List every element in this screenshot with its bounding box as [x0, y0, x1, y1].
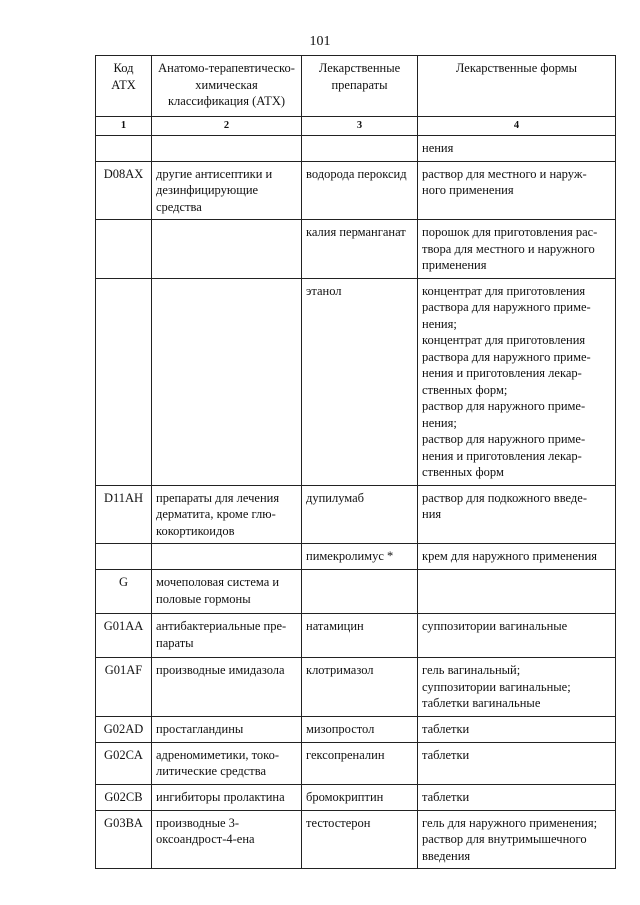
drug-cell-text: клотримазол — [306, 663, 374, 677]
atc-code-cell-text: D11AH — [103, 490, 144, 505]
page-number: 101 — [309, 34, 331, 49]
form-cell-text: порошок для приготовления рас- твора для местного и наружного применения — [422, 225, 598, 272]
header-drugs: Лекарственные препараты — [302, 56, 418, 117]
atc-code-cell — [96, 544, 152, 570]
form-cell — [418, 614, 616, 658]
atc-code-cell — [96, 658, 152, 717]
atc-code-cell-text: G02CB — [104, 789, 143, 804]
form-cell — [418, 570, 616, 614]
drug-cell — [302, 716, 418, 742]
table-row — [96, 161, 616, 220]
classification-cell-text: мочеполовая система и половые гормоны — [156, 575, 280, 606]
classification-cell — [152, 220, 302, 279]
atc-code-cell-text: D08AX — [103, 166, 144, 181]
classification-cell — [152, 544, 302, 570]
column-number: 2 — [152, 117, 302, 136]
drug-cell — [302, 544, 418, 570]
drug-cell-text: бромокриптин — [306, 789, 384, 804]
header-row — [96, 56, 616, 117]
classification-cell-text: ингибиторы пролактина — [156, 789, 285, 804]
atc-code-cell-text: G01AA — [103, 619, 144, 633]
drug-cell-text: калия перманганат — [306, 225, 406, 239]
atc-code-cell — [96, 278, 152, 485]
form-cell-text: таблетки — [422, 789, 470, 804]
atc-code-cell — [96, 742, 152, 784]
drug-cell-text: гексопреналин — [306, 747, 385, 762]
classification-cell — [152, 614, 302, 658]
form-cell — [418, 161, 616, 220]
table-row — [96, 136, 616, 162]
classification-cell — [152, 658, 302, 717]
drug-cell — [302, 810, 418, 869]
column-number: 1 — [96, 117, 152, 136]
drug-cell-text: водорода пероксид — [306, 166, 407, 181]
atc-code-cell — [96, 614, 152, 658]
form-cell — [418, 136, 616, 162]
drug-cell — [302, 136, 418, 162]
table-row — [96, 570, 616, 614]
form-cell-text: гель для наружного применения; раствор для внутримышечного введения — [422, 815, 598, 863]
atc-code-cell — [96, 810, 152, 869]
atc-code-cell — [96, 220, 152, 279]
form-cell-text: гель вагинальный; суппозитории вагинальные; таблетки вагинальные — [422, 663, 571, 710]
form-cell — [418, 784, 616, 810]
form-cell-text: таблетки — [422, 747, 470, 762]
classification-cell-text: другие антисептики и дезинфицирующие средства — [156, 166, 273, 214]
table-row — [96, 810, 616, 869]
atc-code-cell — [96, 485, 152, 544]
drug-cell — [302, 161, 418, 220]
table-row — [96, 485, 616, 544]
atc-code-cell-text: G01AF — [104, 663, 143, 677]
form-cell — [418, 658, 616, 717]
form-cell-text: крем для наружного применения — [422, 549, 598, 563]
atc-code-cell — [96, 570, 152, 614]
classification-cell — [152, 742, 302, 784]
header-forms: Лекарственные формы — [418, 56, 616, 117]
classification-cell — [152, 716, 302, 742]
classification-cell — [152, 136, 302, 162]
table-row — [96, 220, 616, 279]
form-cell-text: таблетки — [422, 721, 470, 736]
atc-code-cell-text: G02CA — [104, 747, 143, 762]
drug-cell — [302, 742, 418, 784]
form-cell — [418, 220, 616, 279]
header-code: Код АТХ — [96, 56, 152, 117]
table-row — [96, 742, 616, 784]
atc-code-cell — [96, 716, 152, 742]
classification-cell-text: препараты для лечения дерматита, кроме глю- кокортикоидов — [156, 490, 280, 538]
column-number-row — [96, 117, 616, 136]
form-cell-text: нения — [422, 141, 454, 155]
classification-cell — [152, 784, 302, 810]
classification-cell — [152, 810, 302, 869]
form-cell-text: суппозитории вагинальные — [422, 619, 568, 633]
classification-cell — [152, 278, 302, 485]
atc-code-cell — [96, 136, 152, 162]
form-cell — [418, 742, 616, 784]
atc-code-cell-text: G03BA — [104, 815, 143, 830]
drug-cell-text: натамицин — [306, 619, 364, 633]
drug-cell — [302, 614, 418, 658]
form-cell — [418, 810, 616, 869]
form-cell-text: раствор для местного и наруж- ного применения — [422, 166, 587, 197]
column-number: 3 — [302, 117, 418, 136]
form-cell-text: концентрат для приготовления раствора для наружного приме- нения; концентрат для приготовления раствора для наружного приме- нения и приготовления лекар- ственных форм; раствор для наружного приме- нения; раствор для наружного приме- нения и приготовления лекар- ственных форм — [422, 283, 591, 479]
classification-cell-text: антибактериальные пре- параты — [156, 619, 287, 650]
table-row — [96, 784, 616, 810]
table-row — [96, 278, 616, 485]
atc-code-cell — [96, 161, 152, 220]
form-cell-text: раствор для подкожного введе- ния — [422, 490, 587, 521]
classification-cell — [152, 485, 302, 544]
drug-cell-text: дупилумаб — [306, 490, 365, 505]
table-row — [96, 614, 616, 658]
atc-code-cell-text: G — [118, 575, 129, 589]
classification-cell-text: простагландины — [156, 721, 244, 736]
classification-cell — [152, 161, 302, 220]
form-cell — [418, 278, 616, 485]
drug-cell — [302, 784, 418, 810]
column-number: 4 — [418, 117, 616, 136]
drug-cell-text: этанол — [306, 283, 342, 298]
form-cell — [418, 485, 616, 544]
classification-cell-text: адреномиметики, токо- литические средства — [156, 747, 280, 778]
classification-cell-text: производные имидазола — [156, 663, 285, 677]
drug-cell-text: мизопростол — [306, 721, 375, 736]
drug-cell — [302, 485, 418, 544]
form-cell — [418, 716, 616, 742]
atc-code-cell — [96, 784, 152, 810]
drug-cell — [302, 220, 418, 279]
table-row — [96, 544, 616, 570]
table-row — [96, 716, 616, 742]
header-classification: Анатомо-терапевтическо- химическая классификация (АТХ) — [152, 56, 302, 117]
drug-cell — [302, 278, 418, 485]
drug-cell — [302, 658, 418, 717]
drug-cell-text: пимекролимус * — [306, 549, 394, 563]
classification-cell-text: производные 3- оксоандрост-4-ена — [156, 815, 255, 846]
table-row — [96, 658, 616, 717]
form-cell — [418, 544, 616, 570]
drug-cell-text: тестостерон — [306, 815, 371, 830]
classification-cell — [152, 570, 302, 614]
atc-code-cell-text: G02AD — [103, 721, 144, 736]
drug-cell — [302, 570, 418, 614]
atx-table — [95, 55, 616, 869]
